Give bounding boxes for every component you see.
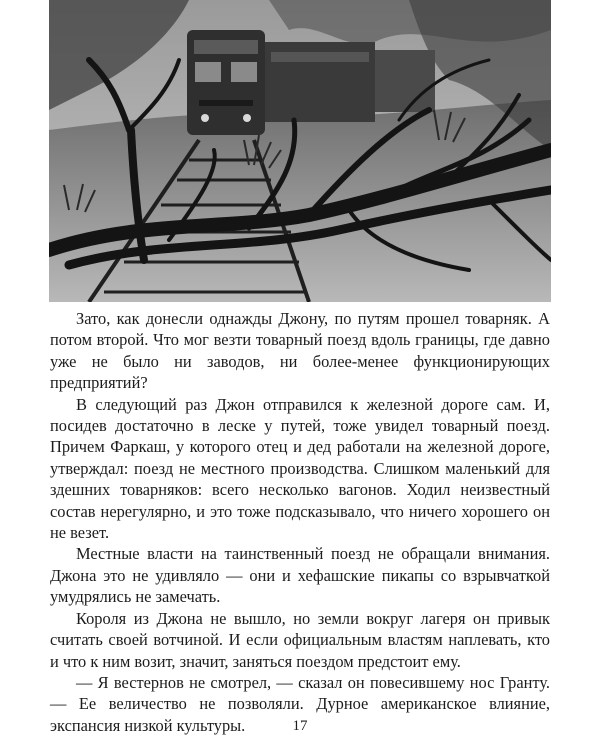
forest-railway-illustration-icon bbox=[49, 0, 551, 302]
paragraph: В следующий раз Джон отправился к железной дороге сам. И, посидев достаточно в леске у путей, тоже увидел товарный поезд. Причем Фаркаш, у которого отец и дед работали на железной дороге, утверждал: поезд не местного производства. Слишком маленький для здешних товарняков: всего несколько вагонов. Ходил неизвестный состав нерегулярно, и это тоже подсказывало, что ничего хорошего он не везет. bbox=[50, 394, 550, 543]
paragraph: Зато, как донесли однажды Джону, по путям прошел товарняк. А потом второй. Что мог везти товарный поезд вдоль границы, где давно уже не было ни заводов, ни более-менее функционирующих предприятий? bbox=[50, 309, 550, 393]
paragraph: — Я вестернов не смотрел, — сказал он повесившему нос Гранту. — Ее величество не позволяли. Дурное американское влияние, экспансия низкой культуры. bbox=[50, 672, 550, 735]
paragraph: Короля из Джона не вышло, но земли вокруг лагеря он привык считать своей вотчиной. И если официальным властям наплевать, кто и что к ним возит, значит, заняться поездом предстоит ему. bbox=[50, 608, 550, 671]
body-text bbox=[50, 308, 550, 736]
forest-railway-illustration bbox=[49, 0, 551, 302]
page-number: 17 bbox=[292, 718, 308, 734]
paragraph: Местные власти на таинственный поезд не обращали внимания. Джона это не удивляло — они и хефашские пикапы со взрывчаткой умудрялись не замечать. bbox=[50, 544, 550, 607]
